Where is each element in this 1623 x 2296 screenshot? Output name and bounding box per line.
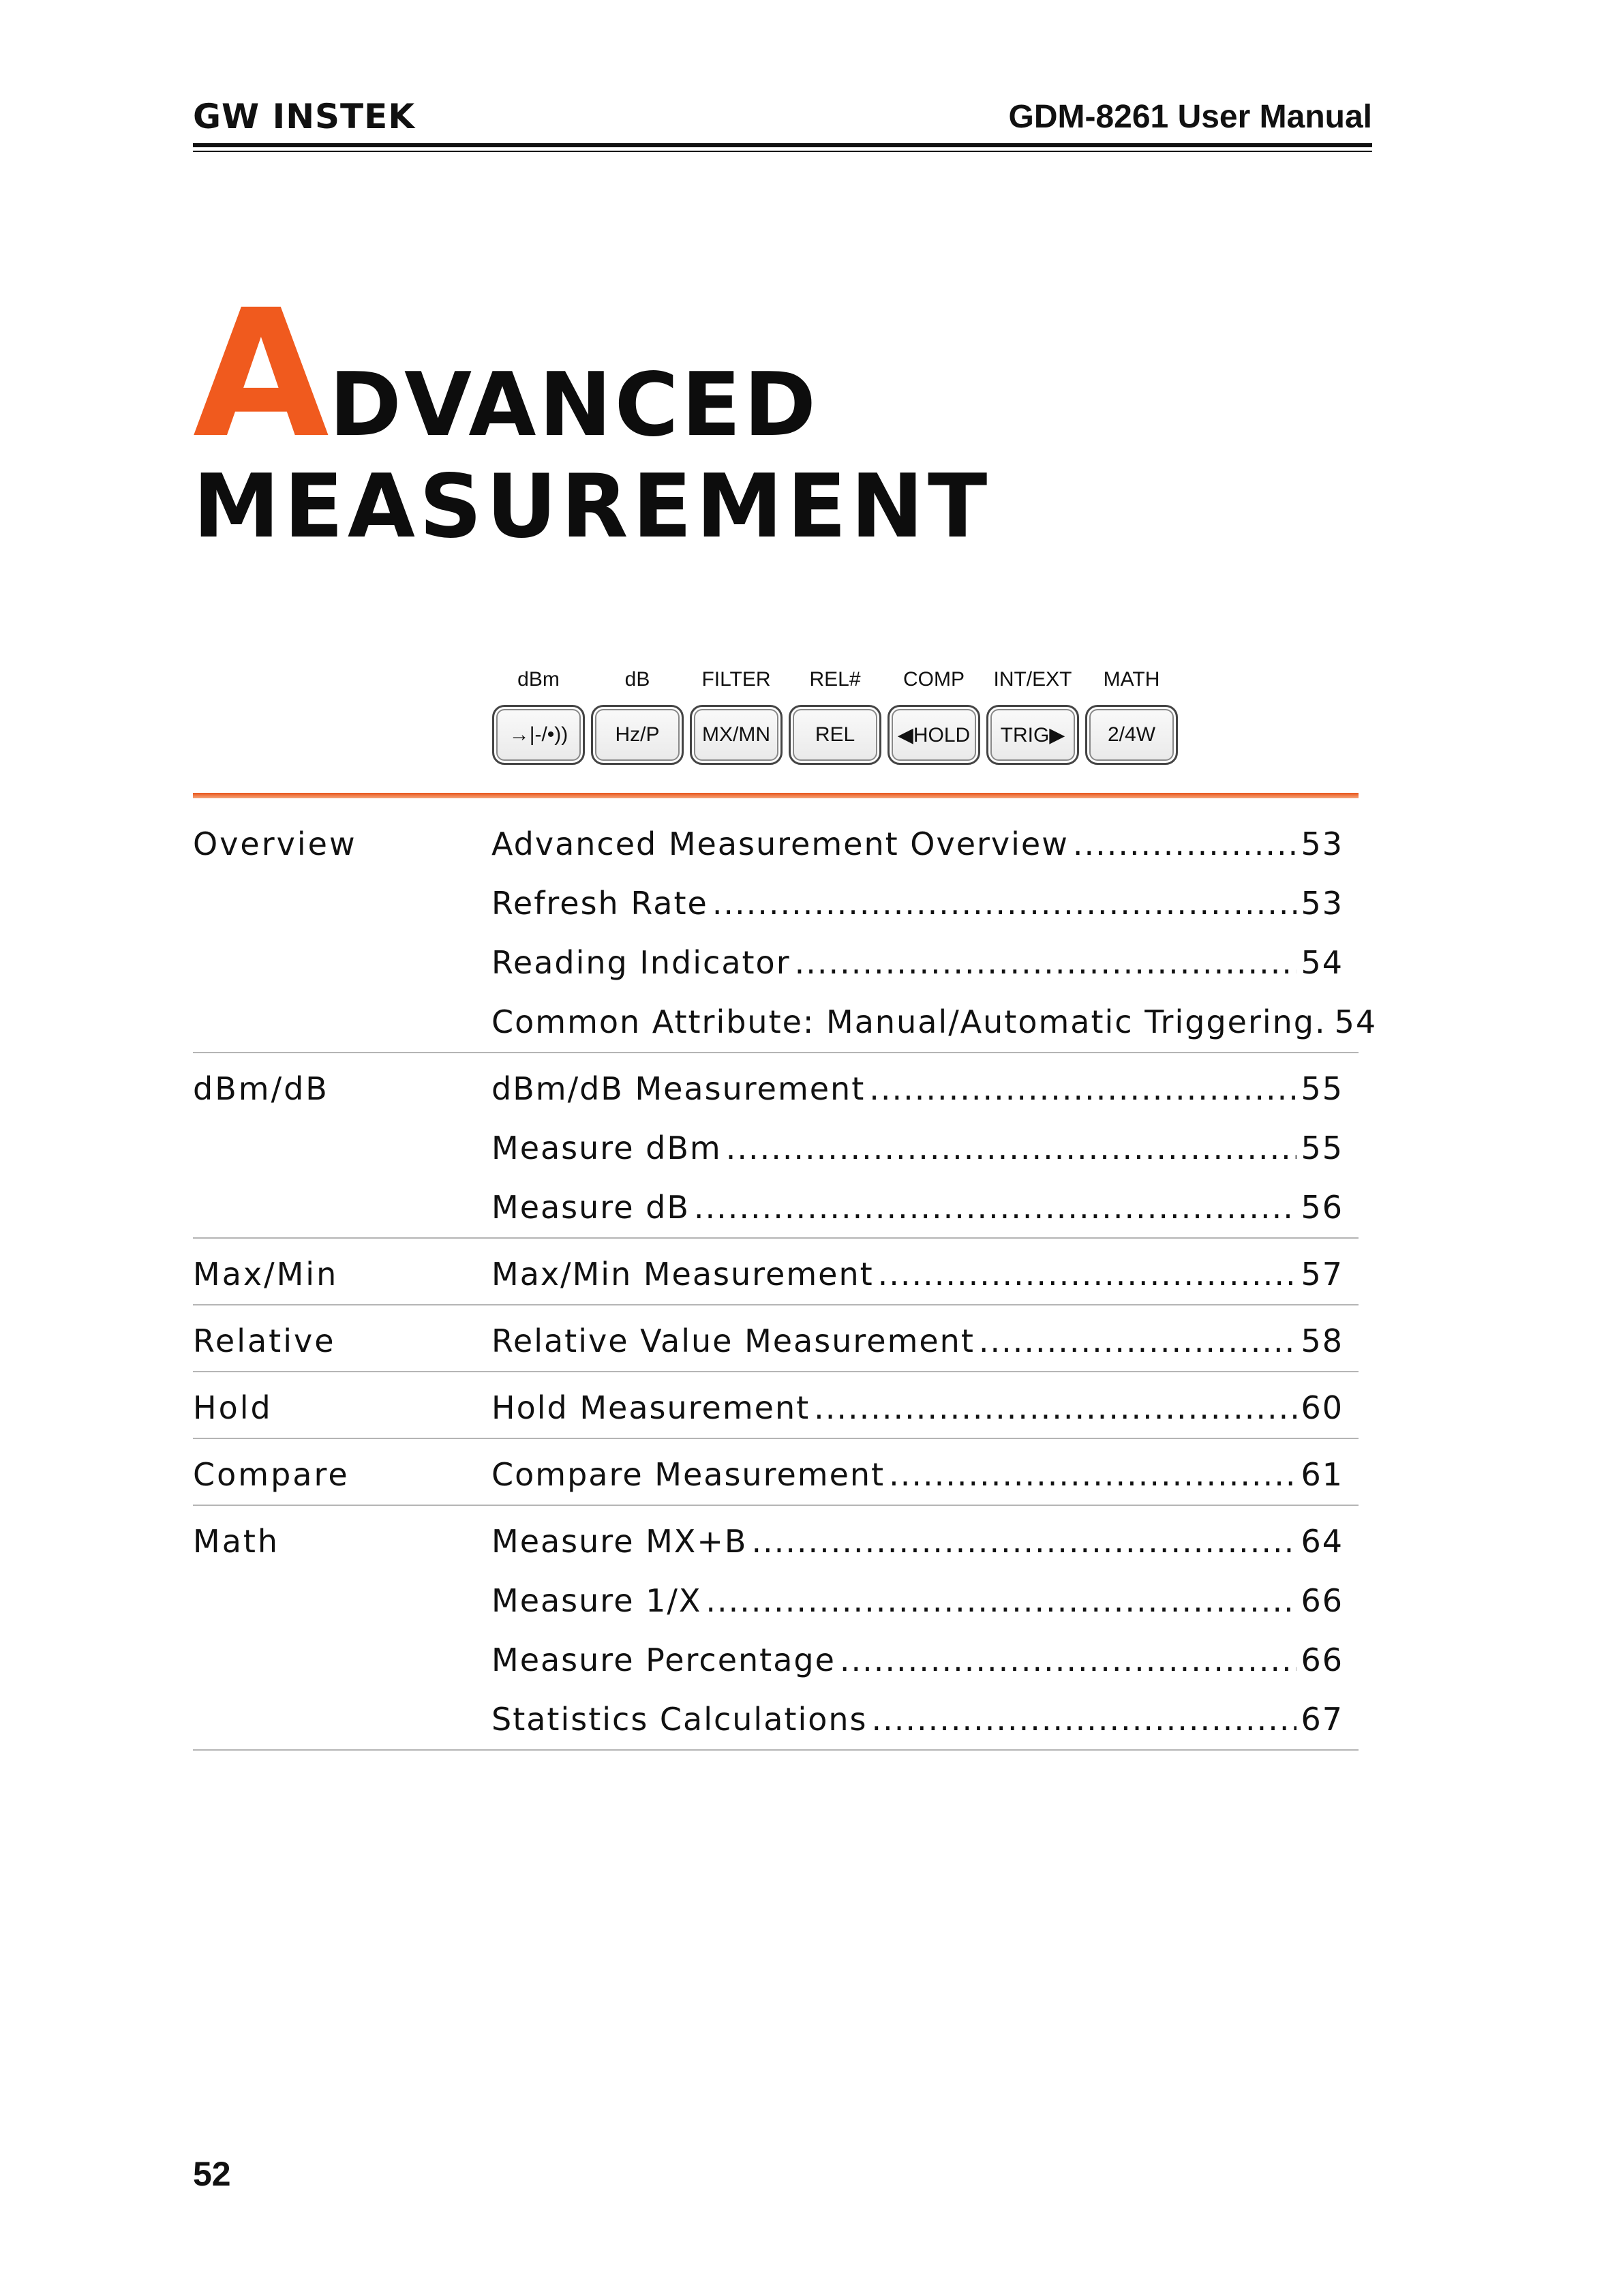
leader-dots [871, 1699, 1296, 1740]
toc-entry[interactable] [491, 1320, 1344, 1361]
key-shift-label: MATH [1103, 668, 1160, 691]
toc-entry-title: Refresh Rate [491, 885, 708, 922]
toc-section-name: Math [193, 1523, 280, 1560]
toc-section-name: Hold [193, 1389, 273, 1426]
toc-entry-title: Reading Indicator [491, 944, 791, 981]
toc-entry-title: Measure 1/X [491, 1582, 702, 1619]
chapter-title-rest: DVANCED [329, 354, 819, 456]
toc-entry[interactable] [491, 1187, 1344, 1228]
toc-page-number: 56 [1301, 1189, 1344, 1226]
toc-entry[interactable] [491, 1699, 1344, 1740]
toc-page-number: 57 [1301, 1256, 1344, 1293]
toc-section-name: Max/Min [193, 1256, 339, 1293]
key-trig [986, 668, 1079, 765]
toc-page-number: 67 [1301, 1701, 1344, 1738]
key-button: 2/4W [1085, 705, 1178, 765]
key-rel [789, 668, 881, 765]
toc-entry[interactable] [491, 942, 1344, 1001]
toc-entry-title: Advanced Measurement Overview [491, 826, 1069, 862]
leader-dots [878, 1254, 1297, 1295]
toc-page-number: 66 [1301, 1642, 1344, 1678]
manual-title: GDM-8261 User Manual [1008, 99, 1372, 135]
toc-entry-title: Measure MX+B [491, 1523, 748, 1560]
toc-section-max-min [193, 1254, 1359, 1305]
leader-dots [751, 1521, 1296, 1562]
toc-section-overview [193, 824, 1378, 1053]
chapter-initial: A [193, 272, 329, 477]
toc-entry-title: Compare Measurement [491, 1456, 885, 1493]
toc-section-name: Relative [193, 1323, 336, 1359]
key-shift-label: INT/EXT [993, 668, 1072, 691]
toc-section-name: Compare [193, 1456, 350, 1493]
toc-entry[interactable] [491, 1128, 1344, 1187]
toc-page-number: 54 [1301, 944, 1344, 981]
toc-page-number: 54 [1334, 1003, 1378, 1040]
key-math [1085, 668, 1178, 765]
key-button: TRIG▶ [986, 705, 1079, 765]
leader-dots [814, 1387, 1296, 1428]
toc-entry-title: Measure Percentage [491, 1642, 836, 1678]
toc-entry-title: dBm/dB Measurement [491, 1070, 866, 1107]
toc-page-number: 66 [1301, 1582, 1344, 1619]
toc-entry[interactable] [491, 824, 1344, 883]
toc-entry[interactable] [491, 1521, 1344, 1580]
header-rule-thick [193, 143, 1372, 147]
leader-dots [979, 1320, 1297, 1361]
leader-dots [889, 1454, 1296, 1495]
key-button: ◀HOLD [888, 705, 980, 765]
leader-dots [795, 942, 1297, 983]
toc-section-hold [193, 1387, 1359, 1439]
toc-entry-title: Statistics Calculations [491, 1701, 868, 1738]
toc-page-number: 53 [1301, 885, 1344, 922]
key-button: →|-/•)) [492, 705, 585, 765]
toc-entry-title: Max/Min Measurement [491, 1256, 874, 1293]
key-db [591, 668, 684, 765]
table-of-contents [193, 824, 1378, 1751]
toc-entry[interactable] [491, 1254, 1344, 1295]
leader-dots [694, 1187, 1297, 1228]
key-button: Hz/P [591, 705, 684, 765]
leader-dots [712, 883, 1297, 924]
brand-logo: GW INSTEK [193, 97, 416, 136]
page-header [193, 95, 1372, 150]
leader-dots [706, 1580, 1296, 1621]
toc-entry[interactable] [491, 883, 1344, 942]
key-dbm [492, 668, 585, 765]
toc-entry[interactable] [491, 1640, 1344, 1699]
leader-dots [1073, 824, 1297, 864]
toc-page-number: 55 [1301, 1130, 1344, 1166]
toc-page-number: 61 [1301, 1456, 1344, 1493]
toc-entry[interactable] [491, 1454, 1344, 1495]
key-filter [690, 668, 783, 765]
key-shift-label: COMP [903, 668, 965, 691]
key-shift-label: dB [624, 668, 650, 691]
key-button: REL [789, 705, 881, 765]
toc-page-number: 53 [1301, 826, 1344, 862]
header-rule-thin [193, 151, 1372, 152]
toc-entry[interactable] [491, 1001, 1378, 1042]
front-panel-keys [492, 668, 1187, 770]
toc-entry-title: Measure dB [491, 1189, 690, 1226]
toc-section-name: dBm/dB [193, 1070, 329, 1107]
toc-entry[interactable] [491, 1387, 1344, 1428]
key-shift-label: dBm [517, 668, 560, 691]
toc-section-compare [193, 1454, 1359, 1506]
toc-entry-title: Hold Measurement [491, 1389, 810, 1426]
chapter-title [193, 272, 992, 558]
key-button: MX/MN [690, 705, 783, 765]
toc-page-number: 60 [1301, 1389, 1344, 1426]
toc-section-name: Overview [193, 826, 357, 862]
key-comp [888, 668, 980, 765]
toc-entry-title: Common Attribute: Manual/Automatic Triggering. [491, 1003, 1326, 1040]
toc-section-dbm-db [193, 1068, 1359, 1239]
toc-page-number: 64 [1301, 1523, 1344, 1560]
toc-section-relative [193, 1320, 1359, 1372]
toc-entry-title: Relative Value Measurement [491, 1323, 975, 1359]
key-shift-label: FILTER [701, 668, 771, 691]
chapter-divider [193, 793, 1359, 798]
toc-page-number: 58 [1301, 1323, 1344, 1359]
toc-section-math [193, 1521, 1359, 1751]
chapter-title-line2: MEASUREMENT [193, 456, 992, 558]
page-number: 52 [193, 2155, 231, 2193]
leader-dots [869, 1068, 1296, 1109]
chapter-title-line1 [193, 272, 991, 477]
leader-dots [840, 1640, 1297, 1680]
toc-entry[interactable] [491, 1068, 1344, 1128]
leader-dots [726, 1128, 1297, 1168]
toc-entry-title: Measure dBm [491, 1130, 722, 1166]
toc-entry[interactable] [491, 1580, 1344, 1640]
toc-page-number: 55 [1301, 1070, 1344, 1107]
key-shift-label: REL# [809, 668, 861, 691]
